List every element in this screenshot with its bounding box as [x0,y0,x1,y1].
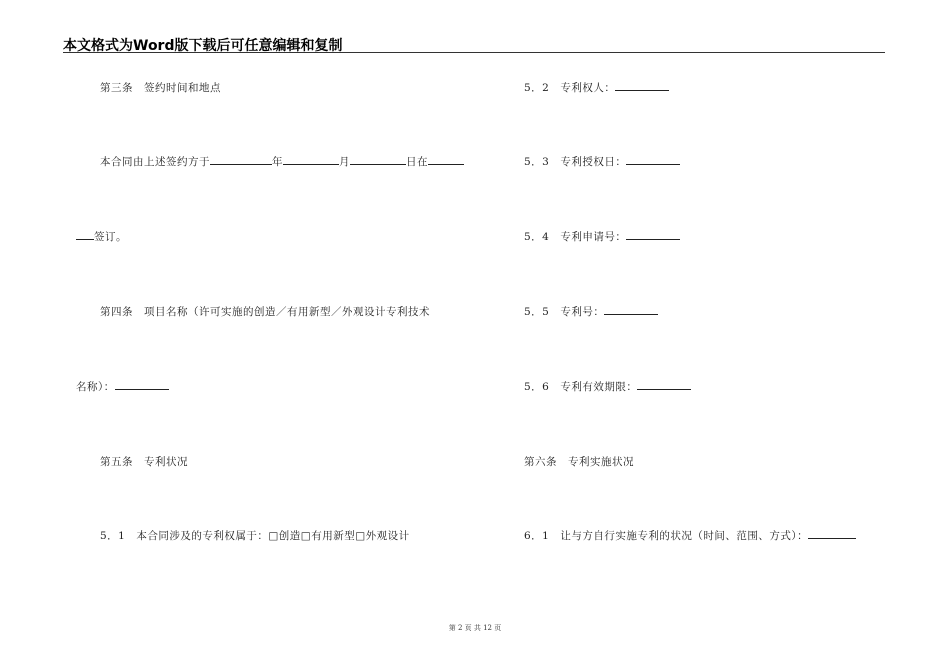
item-5-3 [524,154,680,169]
patent-number-label: 5．5 专利号： [524,306,605,318]
item-6-1 [524,528,856,543]
signed-label: 签订。 [94,231,127,243]
blank-patent-number[interactable] [604,304,658,315]
blank-project-name[interactable] [115,379,169,390]
page-number: 第 2 页 共 12 页 [448,624,502,632]
item-5-6 [524,379,691,394]
blank-month[interactable] [283,154,339,165]
item-5-4 [524,229,680,244]
article-4-name-label: 名称）： [76,381,115,393]
year-label: 年 [272,156,283,168]
grant-date-label: 5．3 专利授权日： [524,156,627,168]
article-3-text-start: 本合同由上述签约方于 [100,156,210,168]
blank-place[interactable] [428,154,464,165]
article-4-title: 第四条 项目名称（许可实施的创造／有用新型／外观设计专利技术 [100,306,430,318]
patentee-label: 5．2 专利权人： [524,82,616,94]
article-5-title: 第五条 专利状况 [100,456,188,468]
blank-validity-period[interactable] [637,379,691,390]
self-implementation-label: 6．1 让与方自行实施专利的状况（时间、范围、方式）： [524,530,809,542]
day-at-label: 日在 [406,156,428,168]
blank-patentee[interactable] [615,80,669,91]
blank-year[interactable] [210,154,272,165]
item-5-2 [524,80,669,95]
article-3-title: 第三条 签约时间和地点 [100,82,221,94]
validity-period-label: 5．6 专利有效期限： [524,381,638,393]
blank-day[interactable] [350,154,406,165]
blank-place-cont[interactable] [76,229,94,240]
header-divider [63,52,885,53]
month-label: 月 [339,156,350,168]
article-3-body-line1 [100,154,464,169]
blank-grant-date[interactable] [626,154,680,165]
item-5-5 [524,304,658,319]
article-3-body-line2 [76,229,127,244]
document-header-title: 本文格式为Word版下载后可任意编辑和复制 [63,38,343,54]
blank-self-implementation[interactable] [808,528,856,539]
application-number-label: 5．4 专利申请号： [524,231,627,243]
article-6-title: 第六条 专利实施状况 [524,456,634,468]
blank-application-number[interactable] [626,229,680,240]
item-5-1: 5．1 本合同涉及的专利权属于：□创造□有用新型□外观设计 [100,530,410,542]
article-4-title-cont [76,379,169,394]
